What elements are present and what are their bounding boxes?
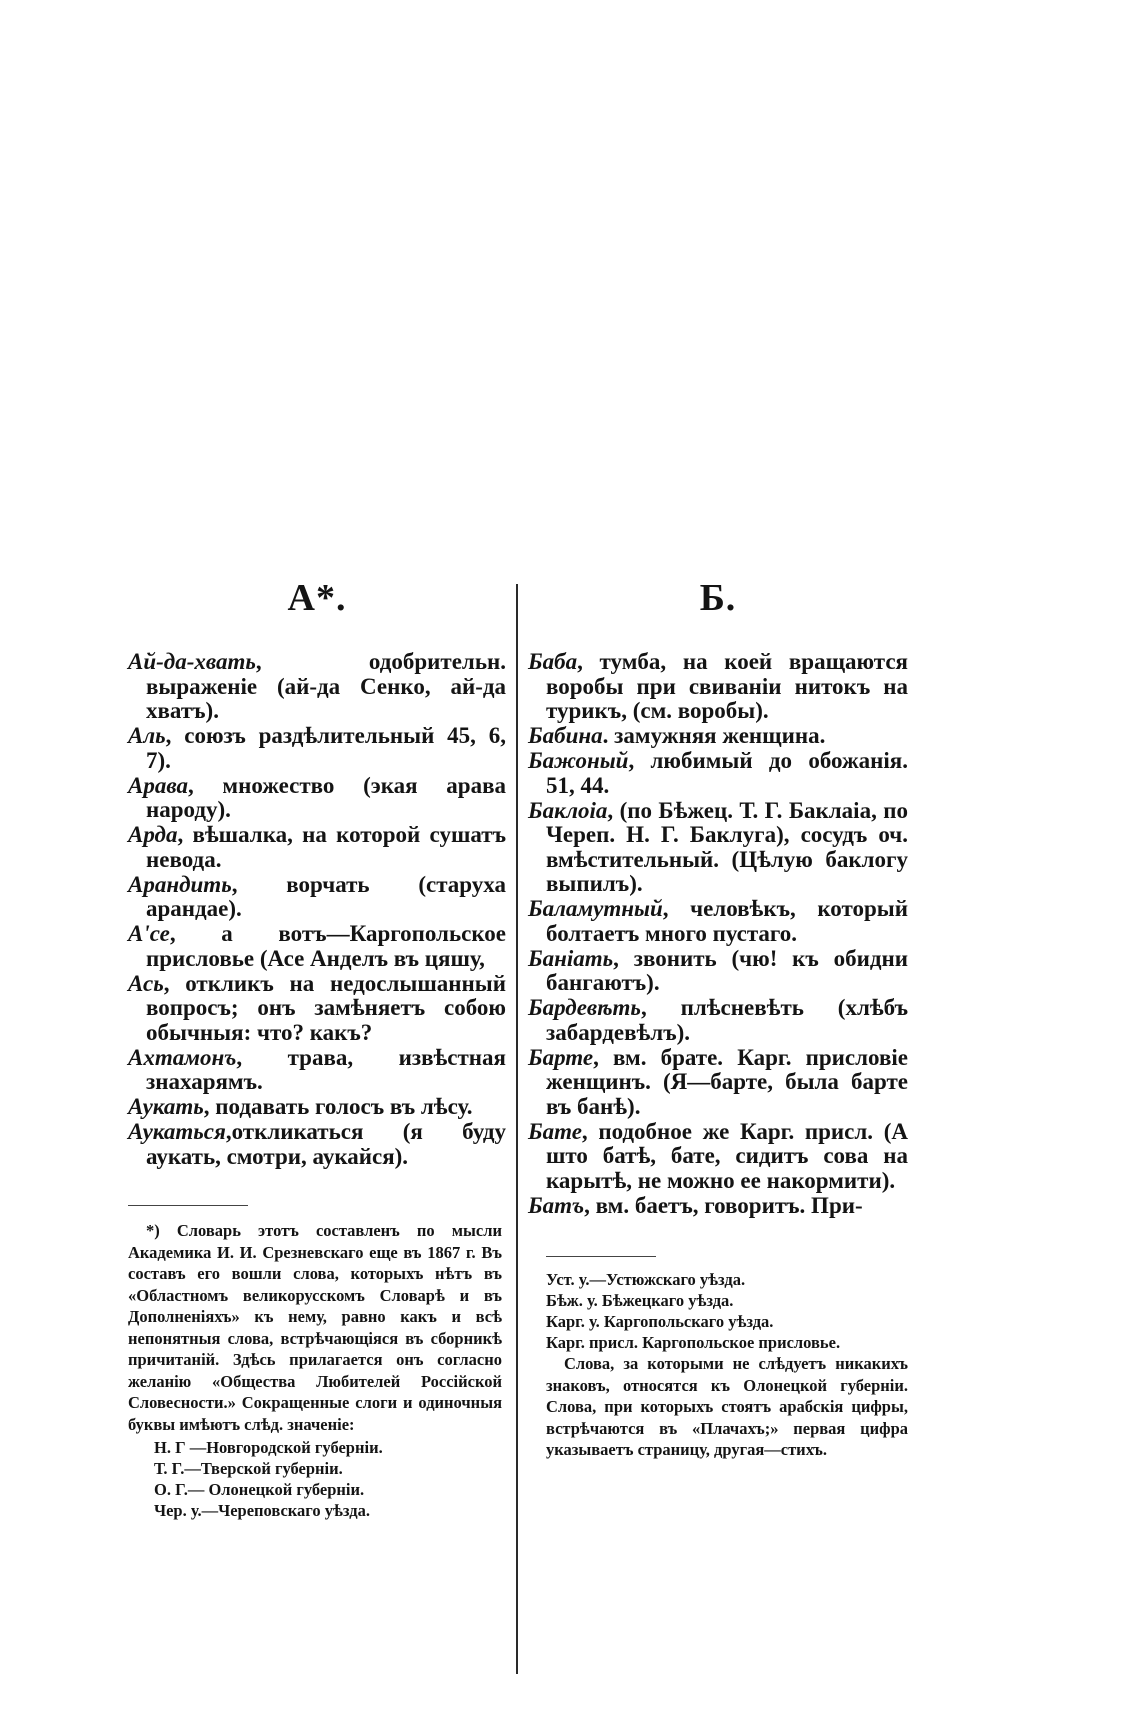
left-column [128,576,506,1521]
definition: , звонить (чю! къ обидни бангаютъ). [546,945,908,995]
definition: , трава, извѣстная знахарямъ. [146,1044,506,1094]
headword: Арава [128,772,188,798]
headword: Бате [528,1118,582,1144]
definition: , вм. брате. Карг. присловіе женщинъ. (Я—барте, была барте въ банѣ). [546,1044,908,1119]
dictionary-entry [128,823,506,872]
dictionary-entry [128,1095,506,1120]
dictionary-entry [128,774,506,823]
dictionary-entry [528,1194,908,1219]
definition: , одобрительн. выраженіе (ай-да Сенко, ай-да хватъ). [146,649,506,723]
definition: , человѣкъ, который болтаетъ много пустаго. [546,896,908,946]
dictionary-entry [528,1046,908,1120]
abbreviation-notes [528,1269,908,1461]
headword: Бардевѣть [528,995,641,1020]
entry-list-a [128,650,506,1169]
definition: , вм. баетъ, говоритъ. При- [584,1192,863,1218]
abbreviation-item: Карг. у. Каргопольскаго уѣзда. [546,1312,774,1331]
dictionary-entry [528,1120,908,1194]
headword: Баклоіа [528,797,608,823]
definition: , а вотъ—Каргопольское присловье (Асе Анделъ въ цяшу, [146,921,506,971]
definition: . замужняя женщина. [602,723,826,748]
abbreviation-item: Бѣж. у. Бѣжецкаго уѣзда. [546,1291,734,1310]
definition: , подавать голосъ въ лѣсу. [203,1094,473,1119]
headword: Бабина [528,723,603,748]
right-column [528,576,908,1461]
definition: , (по Бѣжец. Т. Г. Баклаіа, по Череп. Н. Г. Баклуга), сосудъ оч. вмѣстительный. (Цѣлую баклогу выпилъ). [546,797,908,896]
footnote-rule [546,1256,656,1257]
headword: Баламутный [528,896,663,921]
footnote-text: *) Словарь этотъ составленъ по мысли Академика И. И. Срезневскаго еще въ 1867 г. Въ составъ его вошли слова, которыхъ нѣтъ въ «Областномъ великорусскомъ Словарѣ и въ Дополненіяхъ» къ нему, равно какъ и всѣ непонятныя слова, встрѣчающіяся въ сборникѣ причитаній. Здѣсь прилагается онъ согласно желанію «Общества Любителей Россійской Словесности.» Сокращенные слоги и одиночныя буквы имѣютъ слѣд. значеніе: [128,1221,502,1434]
dictionary-entry [128,1046,506,1095]
footnote [128,1220,506,1521]
dictionary-entry [128,724,506,773]
dictionary-entry [528,724,908,749]
definition: , подобное же Карг. присл. (А што батѣ, бате, сидитъ сова на карытѣ, не можно ее накормити). [546,1118,908,1193]
definition: , ворчать (старуха арандае). [146,871,506,921]
definition: , плѣсневѣть (хлѣбъ забардевѣлъ). [546,995,908,1045]
definition: , вѣшалка, на которой сушатъ невода. [146,822,506,872]
definition: , любимый до обожанія. 51, 44. [546,748,908,798]
headword: А'се [128,921,170,946]
dictionary-entry [528,996,908,1045]
section-heading-a: А*. [287,577,347,619]
abbreviation-item: Т. Г.—Тверской губерніи. [154,1459,343,1478]
dictionary-entry [128,972,506,1046]
abbreviation-item: Карг. присл. Каргопольское присловье. [546,1333,841,1352]
footnote-rule [128,1205,248,1206]
dictionary-entry [128,873,506,922]
headword: Батъ [528,1192,585,1218]
headword: Барте [528,1044,594,1070]
dictionary-entry [528,897,908,946]
abbreviation-note-text: Слова, за которыми не слѣдуетъ никакихъ знаковъ, относятся къ Олонецкой губерніи. Слова, при которыхъ стоятъ арабскія цифры, встрѣчаются въ «Плачахъ;» первая цифра указываетъ страницу, другая—стихъ. [546,1354,908,1459]
dictionary-entry [528,947,908,996]
definition: , союзъ раздѣлительный 45, 6, 7). [146,723,506,773]
headword: Ай-да-хвать [128,649,256,674]
headword: Аукаться [128,1119,226,1144]
dictionary-entry [128,922,506,971]
abbreviation-list [154,1437,502,1521]
headword: Ась [128,970,164,996]
dictionary-entry [528,650,908,724]
definition: , множество (экая арава народу). [146,772,506,822]
entry-list-b [528,650,908,1218]
headword: Аукать [128,1094,204,1119]
abbreviation-item: Чер. у.—Череповскаго уѣзда. [154,1501,370,1520]
column-divider [516,584,518,1674]
section-heading-b: Б. [699,577,737,619]
dictionary-entry [528,749,908,798]
headword: Аль [128,723,166,748]
headword: Арда [128,822,178,847]
dictionary-entry [528,799,908,897]
abbreviation-item: Уст. у.—Устюжскаго уѣзда. [546,1270,746,1289]
definition: ,откликаться (я буду аукать, смотри, аукайся). [146,1119,506,1169]
definition: , тумба, на коей вращаются воробы при свиваніи нитокъ на турикъ, (см. воробы). [546,649,908,723]
headword: Арандить [128,871,232,897]
definition: , откликъ на недослышанный вопросъ; онъ замѣняетъ собою обычныя: что? какъ? [146,970,506,1045]
headword: Ахтамонъ [128,1044,237,1070]
abbreviation-item: О. Г.— Олонецкой губерніи. [154,1480,365,1499]
abbreviation-item: Н. Г —Новгородской губерніи. [154,1438,383,1457]
dictionary-entry [128,1120,506,1169]
headword: Баніать [528,945,614,971]
headword: Баба [528,649,578,674]
headword: Бажоный [528,748,629,773]
dictionary-entry [128,650,506,724]
